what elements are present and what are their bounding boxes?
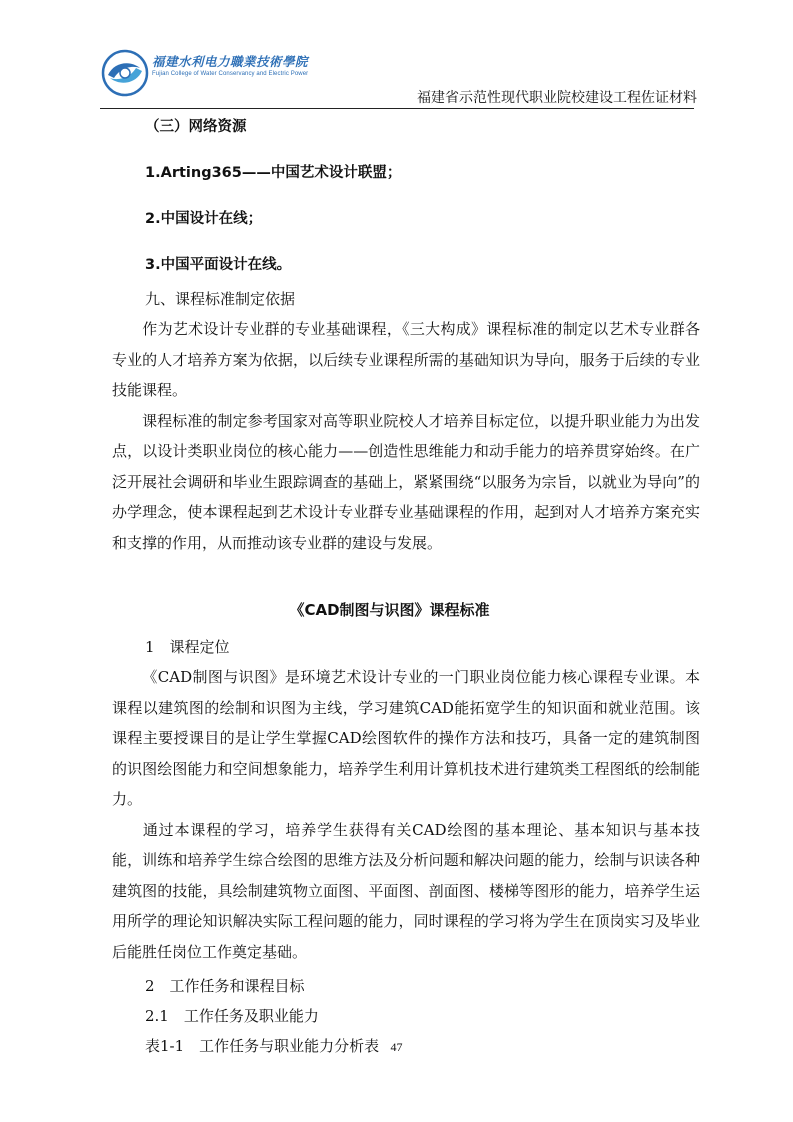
logo-english-name: Fujian College of Water Conservancy and Electric Power [152,71,309,77]
section-2-heading: 2 工作任务和课程目标 [145,977,305,995]
resource-item: 3.中国平面设计在线。 [145,257,292,273]
table-caption: 表1-1 工作任务与职业能力分析表 [145,1037,380,1055]
page-body [112,110,700,1061]
paragraph: 通过本课程的学习，培养学生获得有关CAD绘图的基本理论、基本知识与基本技能，训练和培养学生综合绘图的思维方法及分析问题和解决问题的能力，绘制与识读各种建筑图的技能，具绘制建筑物立面图、平面图、剖面图、楼梯等图形的能力，培养学生运用所学的理论知识解决实际工程问题的能力，同时课程的学习将为学生在顶岗实习及毕业后能胜任岗位工作奠定基础。 [112,820,700,961]
logo-chinese-name: 福建水利电力職業技術學院 [152,54,309,69]
section-2-1-heading: 2.1 工作任务及职业能力 [145,1007,319,1025]
page-number: 47 [390,1040,403,1054]
college-emblem-icon [100,48,150,98]
paragraph: 作为艺术设计专业群的专业基础课程，《三大构成》课程标准的制定以艺术专业群各专业的人才培养方案为依据，以后续专业课程所需的基础知识为导向，服务于后续的专业技能课程。 [112,320,700,399]
document-title: 《CAD制图与识图》课程标准 [289,601,490,619]
section-9-heading: 九、课程标准制定依据 [145,290,296,308]
paragraph: 课程标准的制定参考国家对高等职业院校人才培养目标定位，以提升职业能力为出发点，以设计类职业岗位的核心能力——创造性思维能力和动手能力的培养贯穿始终。在广泛开展社会调研和毕业生跟踪调查的基础上，紧紧围绕“以服务为宗旨，以就业为导向”的办学理念，使本课程起到艺术设计专业群专业基础课程的作用，起到对人才培养方案充实和支撑的作用，从而推动该专业群的建设与发展。 [112,411,700,552]
section-1-heading: 1 课程定位 [145,638,230,656]
paragraph: 《CAD制图与识图》是环境艺术设计专业的一门职业岗位能力核心课程专业课。本课程以建筑图的绘制和识图为主线，学习建筑CAD能拓宽学生的知识面和就业范围。该课程主要授课目的是让学生掌握CAD绘图软件的操作方法和技巧，具备一定的建筑制图的识图绘图能力和空间想象能力，培养学生利用计算机技术进行建筑类工程图纸的绘制能力。 [112,668,700,808]
header-divider [100,108,694,109]
resource-item: 2.中国设计在线； [145,211,263,227]
college-logo [100,46,309,100]
resources-heading: （三）网络资源 [145,119,247,135]
resource-item: 1.Arting365——中国艺术设计联盟； [145,165,402,181]
page-header-title: 福建省示范性现代职业院校建设工程佐证材料 [417,90,697,106]
